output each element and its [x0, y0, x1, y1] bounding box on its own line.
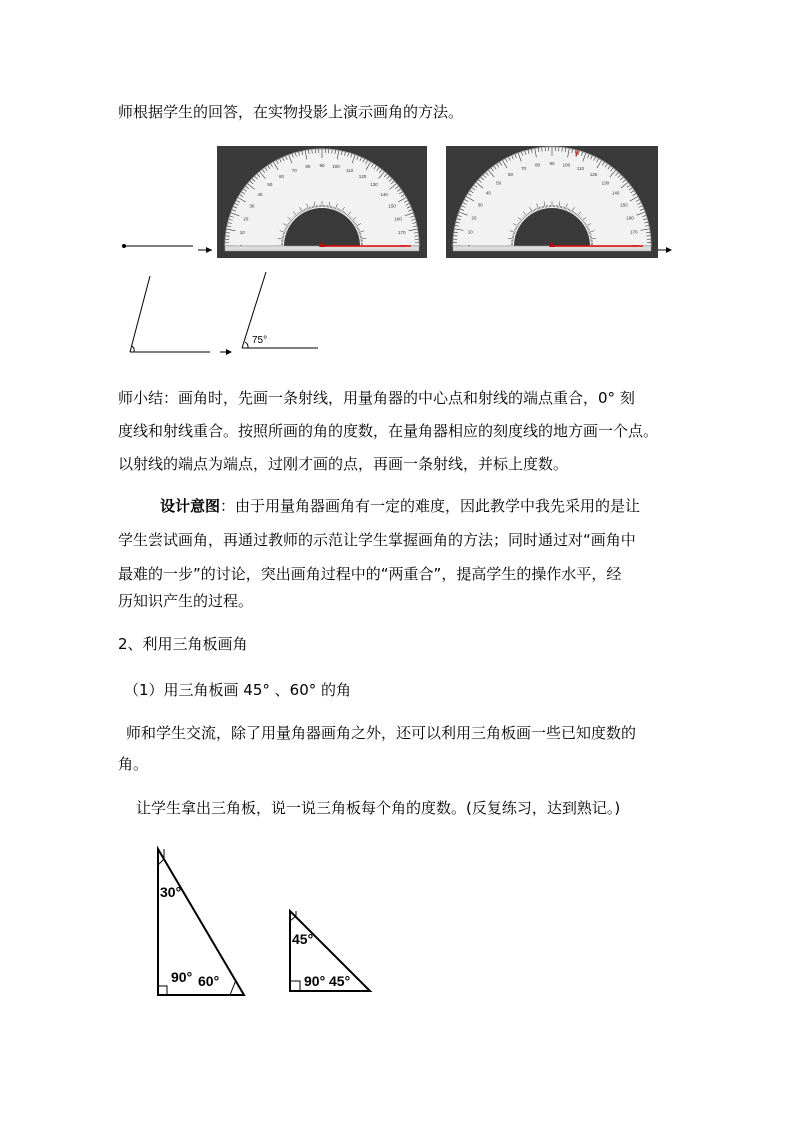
design-label: 设计意图	[160, 497, 221, 515]
protractor-diagram-left	[120, 142, 432, 262]
svg-text:110: 110	[346, 167, 354, 173]
design-line-1-text: ：由于用量角器画角有一定的难度，因此教学中我先采用的是让	[220, 497, 641, 515]
design-line-4: 历知识产生的过程。	[118, 592, 254, 610]
intro-line: 师根据学生的回答，在实物投影上演示画角的方法。	[118, 103, 464, 121]
protractor-figure-left	[120, 142, 432, 262]
design-line-1	[160, 496, 640, 516]
svg-text:10: 10	[467, 229, 473, 235]
svg-text:170: 170	[398, 229, 406, 235]
svg-text:10: 10	[239, 229, 245, 235]
svg-text:30: 30	[249, 203, 255, 209]
svg-text:90: 90	[549, 161, 555, 166]
triangle-90-label-b: 90°	[304, 973, 326, 989]
svg-text:70: 70	[521, 166, 527, 172]
design-line-2: 学生尝试画角，再通过教师的示范让学生掌握画角的方法；同时通过对“画角中	[118, 531, 636, 549]
svg-text:50: 50	[496, 180, 502, 186]
svg-text:130: 130	[601, 180, 610, 186]
svg-text:90: 90	[319, 163, 325, 168]
design-line-3: 最难的一步”的讨论，突出画角过程中的“两重合”，提高学生的操作水平，经	[118, 565, 622, 583]
triangle-45-figure	[284, 905, 374, 995]
svg-text:20: 20	[471, 215, 477, 221]
svg-text:50: 50	[267, 181, 273, 187]
svg-text:110: 110	[576, 166, 584, 172]
triangle-45-bottom-label: 45°	[329, 973, 351, 989]
svg-text:100: 100	[562, 162, 571, 168]
protractor-diagram-right	[444, 142, 678, 262]
angle-sketch-figure	[120, 268, 330, 363]
svg-text:130: 130	[370, 181, 378, 187]
svg-text:80: 80	[535, 162, 541, 168]
svg-text:70: 70	[291, 167, 297, 173]
triangle-30-60-figure	[150, 845, 250, 1000]
svg-text:40: 40	[257, 191, 263, 197]
svg-text:60: 60	[278, 173, 285, 179]
triangle-45-top-label: 45°	[292, 931, 314, 947]
summary-line-2: 度线和射线重合。按照所画的角的度数，在量角器相应的刻度线的地方画一个点。	[118, 422, 659, 440]
svg-text:120: 120	[589, 172, 598, 178]
svg-text:30: 30	[477, 202, 483, 208]
svg-text:150: 150	[388, 203, 396, 209]
protractor-figure-right	[444, 142, 678, 262]
summary-line-3: 以射线的端点为端点，过刚才画的点，再画一条射线，并标上度数。	[118, 455, 569, 473]
set-square-30-60	[150, 845, 250, 1000]
svg-text:160: 160	[394, 216, 402, 222]
angle-75-label: 75°	[252, 335, 268, 346]
svg-text:140: 140	[380, 191, 388, 197]
svg-text:170: 170	[629, 229, 638, 235]
triangle-60-label: 60°	[198, 973, 220, 989]
svg-text:150: 150	[620, 202, 628, 208]
subsection-1-heading: （1）用三角板画 45° 、60° 的角	[124, 681, 352, 699]
svg-text:140: 140	[611, 190, 620, 196]
svg-text:60: 60	[507, 172, 514, 178]
svg-text:20: 20	[243, 216, 249, 222]
angle-sketches	[120, 268, 330, 363]
triangle-30-label: 30°	[160, 884, 182, 900]
summary-line-1: 师小结：画角时，先画一条射线，用量角器的中心点和射线的端点重合，0° 刻	[118, 389, 635, 407]
section-2-heading: 2、利用三角板画角	[118, 635, 248, 653]
svg-text:80: 80	[305, 164, 311, 170]
triangle-90-label-a: 90°	[171, 969, 193, 985]
set-square-45	[284, 905, 374, 995]
exchange-line-2: 角。	[118, 755, 149, 773]
svg-text:160: 160	[626, 215, 634, 221]
practice-line: 让学生拿出三角板，说一说三角板每个角的度数。(反复练习，达到熟记。)	[136, 799, 621, 817]
svg-text:120: 120	[358, 173, 367, 179]
svg-text:100: 100	[332, 164, 340, 170]
svg-text:40: 40	[485, 190, 491, 196]
exchange-line-1: 师和学生交流，除了用量角器画角之外，还可以利用三角板画一些已知度数的	[126, 724, 637, 742]
